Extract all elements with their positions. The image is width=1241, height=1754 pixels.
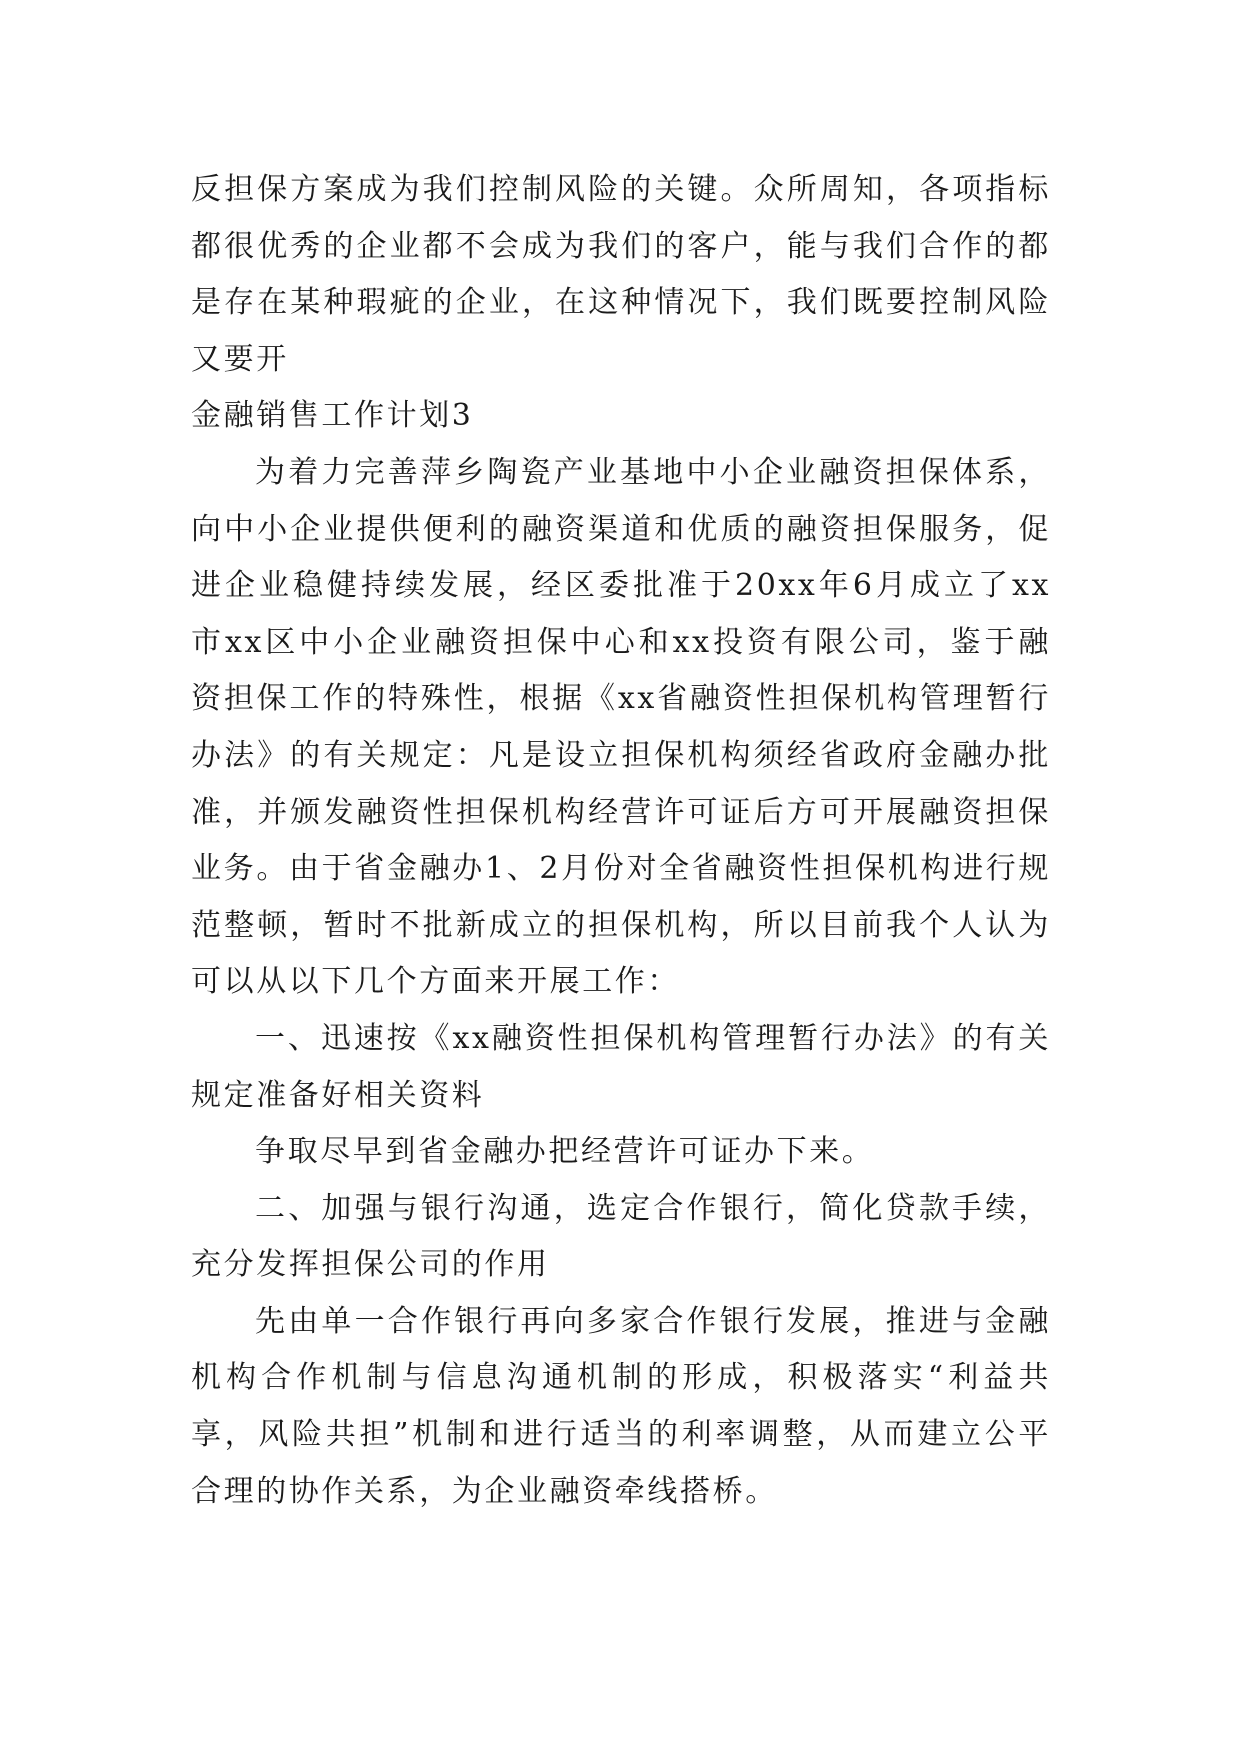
paragraph-point-one-detail: 争取尽早到省金融办把经营许可证办下来。 xyxy=(255,1134,875,1170)
paragraph-continued: 反担保方案成为我们控制风险的关键。众所周知，各项指标都很优秀的企业都不会成为我们的客户，能与我们合作的都是存在某种瑕疵的企业，在这种情况下，我们既要控制风险又要开 xyxy=(191,172,1051,377)
document-body xyxy=(191,162,1051,1520)
paragraph-intro: 为着力完善萍乡陶瓷产业基地中小企业融资担保体系，向中小企业提供便利的融资渠道和优质的融资担保服务，促进企业稳健持续发展，经区委批准于20xx年6月成立了xx市xx区中小企业融资担保中心和xx投资有限公司，鉴于融资担保工作的特殊性，根据《xx省融资性担保机构管理暂行办法》的有关规定：凡是设立担保机构须经省政府金融办批准，并颁发融资性担保机构经营许可证后方可开展融资担保业务。由于省金融办1、2月份对全省融资性担保机构进行规范整顿，暂时不批新成立的担保机构，所以目前我个人认为可以从以下几个方面来开展工作： xyxy=(191,454,1051,1000)
paragraph-point-two: 二、加强与银行沟通，选定合作银行，简化贷款手续，充分发挥担保公司的作用 xyxy=(191,1190,1051,1283)
paragraph-point-two-detail: 先由单一合作银行再向多家合作银行发展，推进与金融机构合作机制与信息沟通机制的形成，积极落实“利益共享，风险共担”机制和进行适当的利率调整，从而建立公平合理的协作关系，为企业融资牵线搭桥。 xyxy=(191,1303,1051,1509)
paragraph-point-one: 一、迅速按《xx融资性担保机构管理暂行办法》的有关规定准备好相关资料 xyxy=(191,1020,1051,1113)
section-heading: 金融销售工作计划3 xyxy=(191,398,474,434)
